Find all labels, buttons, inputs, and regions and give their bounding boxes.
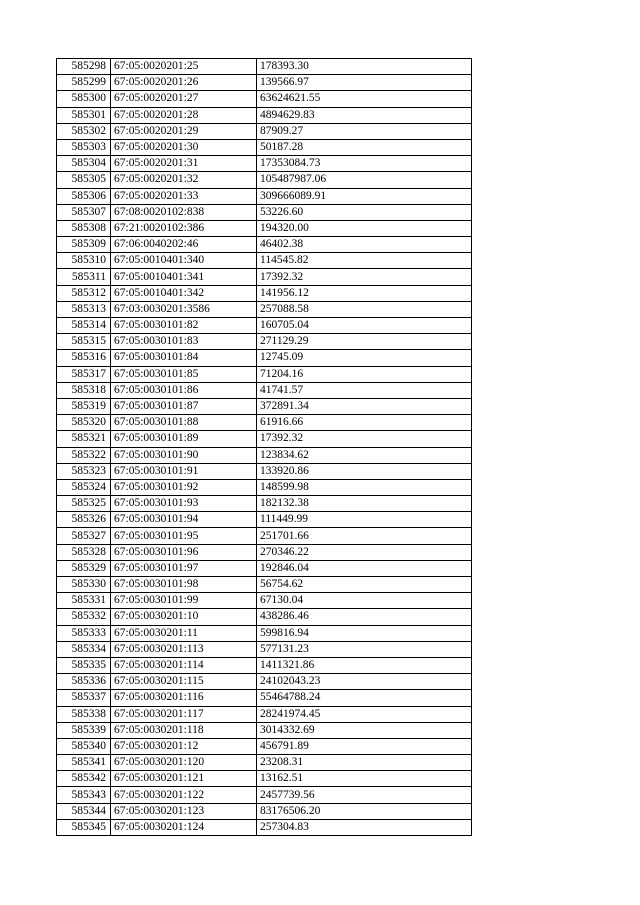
table-row (57, 690, 472, 706)
cadastral-number-cell: 67:05:0030101:96 (111, 544, 257, 560)
value-cell: 438286.46 (257, 609, 472, 625)
cadastral-number-cell: 67:05:0020201:32 (111, 172, 257, 188)
table-row (57, 188, 472, 204)
table-row (57, 301, 472, 317)
row-id-cell: 585301 (57, 107, 111, 123)
value-cell: 270346.22 (257, 544, 472, 560)
row-id-cell: 585304 (57, 156, 111, 172)
table-row (57, 706, 472, 722)
table-row (57, 447, 472, 463)
row-id-cell: 585314 (57, 318, 111, 334)
cadastral-number-cell: 67:05:0030101:88 (111, 415, 257, 431)
value-cell: 111449.99 (257, 512, 472, 528)
cadastral-number-cell: 67:21:0020102:386 (111, 220, 257, 236)
table-row (57, 269, 472, 285)
row-id-cell: 585328 (57, 544, 111, 560)
table-row (57, 479, 472, 495)
cadastral-number-cell: 67:05:0030101:90 (111, 447, 257, 463)
row-id-cell: 585332 (57, 609, 111, 625)
table-row (57, 674, 472, 690)
table-row (57, 59, 472, 75)
value-cell: 17392.32 (257, 431, 472, 447)
cadastral-number-cell: 67:05:0030101:92 (111, 479, 257, 495)
row-id-cell: 585305 (57, 172, 111, 188)
value-cell: 192846.04 (257, 560, 472, 576)
value-cell: 105487987.06 (257, 172, 472, 188)
row-id-cell: 585333 (57, 625, 111, 641)
value-cell: 63624621.55 (257, 91, 472, 107)
row-id-cell: 585326 (57, 512, 111, 528)
value-cell: 87909.27 (257, 123, 472, 139)
cadastral-number-cell: 67:05:0020201:30 (111, 139, 257, 155)
value-cell: 12745.09 (257, 350, 472, 366)
row-id-cell: 585324 (57, 479, 111, 495)
value-cell: 17353084.73 (257, 156, 472, 172)
table-row (57, 204, 472, 220)
value-cell: 46402.38 (257, 237, 472, 253)
table-row (57, 593, 472, 609)
value-cell: 178393.30 (257, 59, 472, 75)
cadastral-number-cell: 67:05:0030101:83 (111, 334, 257, 350)
table-row (57, 528, 472, 544)
cadastral-number-cell: 67:05:0030101:99 (111, 593, 257, 609)
row-id-cell: 585312 (57, 285, 111, 301)
value-cell: 194320.00 (257, 220, 472, 236)
cadastral-number-cell: 67:06:0040202:46 (111, 237, 257, 253)
row-id-cell: 585331 (57, 593, 111, 609)
value-cell: 55464788.24 (257, 690, 472, 706)
row-id-cell: 585325 (57, 496, 111, 512)
cadastral-number-cell: 67:05:0030101:87 (111, 398, 257, 414)
table-row (57, 657, 472, 673)
value-cell: 182132.38 (257, 496, 472, 512)
table-row (57, 803, 472, 819)
cadastral-number-cell: 67:05:0030101:91 (111, 463, 257, 479)
row-id-cell: 585318 (57, 382, 111, 398)
table-row (57, 496, 472, 512)
table-row (57, 738, 472, 754)
value-cell: 17392.32 (257, 269, 472, 285)
value-cell: 456791.89 (257, 738, 472, 754)
value-cell: 271129.29 (257, 334, 472, 350)
row-id-cell: 585320 (57, 415, 111, 431)
table-row (57, 253, 472, 269)
value-cell: 251701.66 (257, 528, 472, 544)
table-row (57, 156, 472, 172)
cadastral-number-cell: 67:05:0030101:86 (111, 382, 257, 398)
value-cell: 13162.51 (257, 771, 472, 787)
value-cell: 160705.04 (257, 318, 472, 334)
row-id-cell: 585315 (57, 334, 111, 350)
cadastral-number-cell: 67:05:0030201:113 (111, 641, 257, 657)
value-cell: 53226.60 (257, 204, 472, 220)
table-row (57, 463, 472, 479)
value-cell: 257304.83 (257, 819, 472, 835)
row-id-cell: 585343 (57, 787, 111, 803)
cadastral-number-cell: 67:03:0030201:3586 (111, 301, 257, 317)
table-row (57, 544, 472, 560)
table-body (57, 59, 472, 836)
value-cell: 141956.12 (257, 285, 472, 301)
table-row (57, 398, 472, 414)
table-row (57, 334, 472, 350)
value-cell: 67130.04 (257, 593, 472, 609)
cadastral-number-cell: 67:05:0030101:85 (111, 366, 257, 382)
cadastral-number-cell: 67:05:0020201:29 (111, 123, 257, 139)
table-row (57, 722, 472, 738)
table-row (57, 237, 472, 253)
value-cell: 133920.86 (257, 463, 472, 479)
cadastral-number-cell: 67:05:0010401:340 (111, 253, 257, 269)
row-id-cell: 585342 (57, 771, 111, 787)
table-row (57, 382, 472, 398)
cadastral-number-cell: 67:05:0020201:28 (111, 107, 257, 123)
row-id-cell: 585340 (57, 738, 111, 754)
table-row (57, 431, 472, 447)
cadastral-number-cell: 67:08:0020102:838 (111, 204, 257, 220)
row-id-cell: 585336 (57, 674, 111, 690)
cadastral-number-cell: 67:05:0030201:11 (111, 625, 257, 641)
table-row (57, 560, 472, 576)
cadastral-number-cell: 67:05:0030101:84 (111, 350, 257, 366)
table-row (57, 366, 472, 382)
cadastral-number-cell: 67:05:0030201:118 (111, 722, 257, 738)
cadastral-value-table (56, 58, 472, 836)
row-id-cell: 585329 (57, 560, 111, 576)
value-cell: 599816.94 (257, 625, 472, 641)
row-id-cell: 585300 (57, 91, 111, 107)
row-id-cell: 585344 (57, 803, 111, 819)
table-row (57, 172, 472, 188)
value-cell: 4894629.83 (257, 107, 472, 123)
row-id-cell: 585322 (57, 447, 111, 463)
value-cell: 1411321.86 (257, 657, 472, 673)
cadastral-number-cell: 67:05:0020201:26 (111, 75, 257, 91)
cadastral-number-cell: 67:05:0030101:82 (111, 318, 257, 334)
cadastral-number-cell: 67:05:0030101:94 (111, 512, 257, 528)
cadastral-number-cell: 67:05:0020201:27 (111, 91, 257, 107)
cadastral-number-cell: 67:05:0030201:116 (111, 690, 257, 706)
value-cell: 577131.23 (257, 641, 472, 657)
cadastral-number-cell: 67:05:0030101:89 (111, 431, 257, 447)
row-id-cell: 585317 (57, 366, 111, 382)
row-id-cell: 585337 (57, 690, 111, 706)
row-id-cell: 585330 (57, 577, 111, 593)
row-id-cell: 585341 (57, 755, 111, 771)
table-row (57, 755, 472, 771)
row-id-cell: 585345 (57, 819, 111, 835)
table-row (57, 819, 472, 835)
row-id-cell: 585298 (57, 59, 111, 75)
table-row (57, 318, 472, 334)
row-id-cell: 585334 (57, 641, 111, 657)
value-cell: 114545.82 (257, 253, 472, 269)
row-id-cell: 585321 (57, 431, 111, 447)
table-row (57, 285, 472, 301)
value-cell: 139566.97 (257, 75, 472, 91)
value-cell: 83176506.20 (257, 803, 472, 819)
value-cell: 2457739.56 (257, 787, 472, 803)
value-cell: 61916.66 (257, 415, 472, 431)
cadastral-number-cell: 67:05:0030201:10 (111, 609, 257, 625)
value-cell: 41741.57 (257, 382, 472, 398)
row-id-cell: 585311 (57, 269, 111, 285)
row-id-cell: 585319 (57, 398, 111, 414)
row-id-cell: 585335 (57, 657, 111, 673)
table-row (57, 75, 472, 91)
value-cell: 148599.98 (257, 479, 472, 495)
value-cell: 24102043.23 (257, 674, 472, 690)
row-id-cell: 585313 (57, 301, 111, 317)
value-cell: 3014332.69 (257, 722, 472, 738)
cadastral-number-cell: 67:05:0030201:120 (111, 755, 257, 771)
row-id-cell: 585308 (57, 220, 111, 236)
cadastral-number-cell: 67:05:0030201:117 (111, 706, 257, 722)
table-row (57, 350, 472, 366)
table-row (57, 91, 472, 107)
value-cell: 372891.34 (257, 398, 472, 414)
value-cell: 28241974.45 (257, 706, 472, 722)
row-id-cell: 585339 (57, 722, 111, 738)
value-cell: 309666089.91 (257, 188, 472, 204)
table-row (57, 609, 472, 625)
value-cell: 23208.31 (257, 755, 472, 771)
value-cell: 71204.16 (257, 366, 472, 382)
row-id-cell: 585338 (57, 706, 111, 722)
cadastral-number-cell: 67:05:0020201:31 (111, 156, 257, 172)
table-row (57, 641, 472, 657)
cadastral-number-cell: 67:05:0030101:98 (111, 577, 257, 593)
table-row (57, 787, 472, 803)
row-id-cell: 585309 (57, 237, 111, 253)
value-cell: 50187.28 (257, 139, 472, 155)
value-cell: 56754.62 (257, 577, 472, 593)
table-row (57, 139, 472, 155)
cadastral-number-cell: 67:05:0030201:12 (111, 738, 257, 754)
table-row (57, 577, 472, 593)
cadastral-number-cell: 67:05:0030201:122 (111, 787, 257, 803)
cadastral-number-cell: 67:05:0030101:93 (111, 496, 257, 512)
cadastral-number-cell: 67:05:0020201:33 (111, 188, 257, 204)
cadastral-number-cell: 67:05:0010401:341 (111, 269, 257, 285)
row-id-cell: 585302 (57, 123, 111, 139)
table-row (57, 771, 472, 787)
cadastral-number-cell: 67:05:0020201:25 (111, 59, 257, 75)
cadastral-number-cell: 67:05:0030201:123 (111, 803, 257, 819)
value-cell: 123834.62 (257, 447, 472, 463)
cadastral-number-cell: 67:05:0030101:95 (111, 528, 257, 544)
value-cell: 257088.58 (257, 301, 472, 317)
row-id-cell: 585306 (57, 188, 111, 204)
cadastral-number-cell: 67:05:0030101:97 (111, 560, 257, 576)
row-id-cell: 585327 (57, 528, 111, 544)
table-row (57, 625, 472, 641)
row-id-cell: 585307 (57, 204, 111, 220)
row-id-cell: 585303 (57, 139, 111, 155)
table-row (57, 107, 472, 123)
row-id-cell: 585316 (57, 350, 111, 366)
row-id-cell: 585299 (57, 75, 111, 91)
table-row (57, 220, 472, 236)
cadastral-number-cell: 67:05:0030201:114 (111, 657, 257, 673)
table-row (57, 415, 472, 431)
cadastral-number-cell: 67:05:0030201:124 (111, 819, 257, 835)
cadastral-number-cell: 67:05:0030201:115 (111, 674, 257, 690)
cadastral-number-cell: 67:05:0030201:121 (111, 771, 257, 787)
row-id-cell: 585323 (57, 463, 111, 479)
cadastral-number-cell: 67:05:0010401:342 (111, 285, 257, 301)
row-id-cell: 585310 (57, 253, 111, 269)
table-row (57, 512, 472, 528)
table-row (57, 123, 472, 139)
